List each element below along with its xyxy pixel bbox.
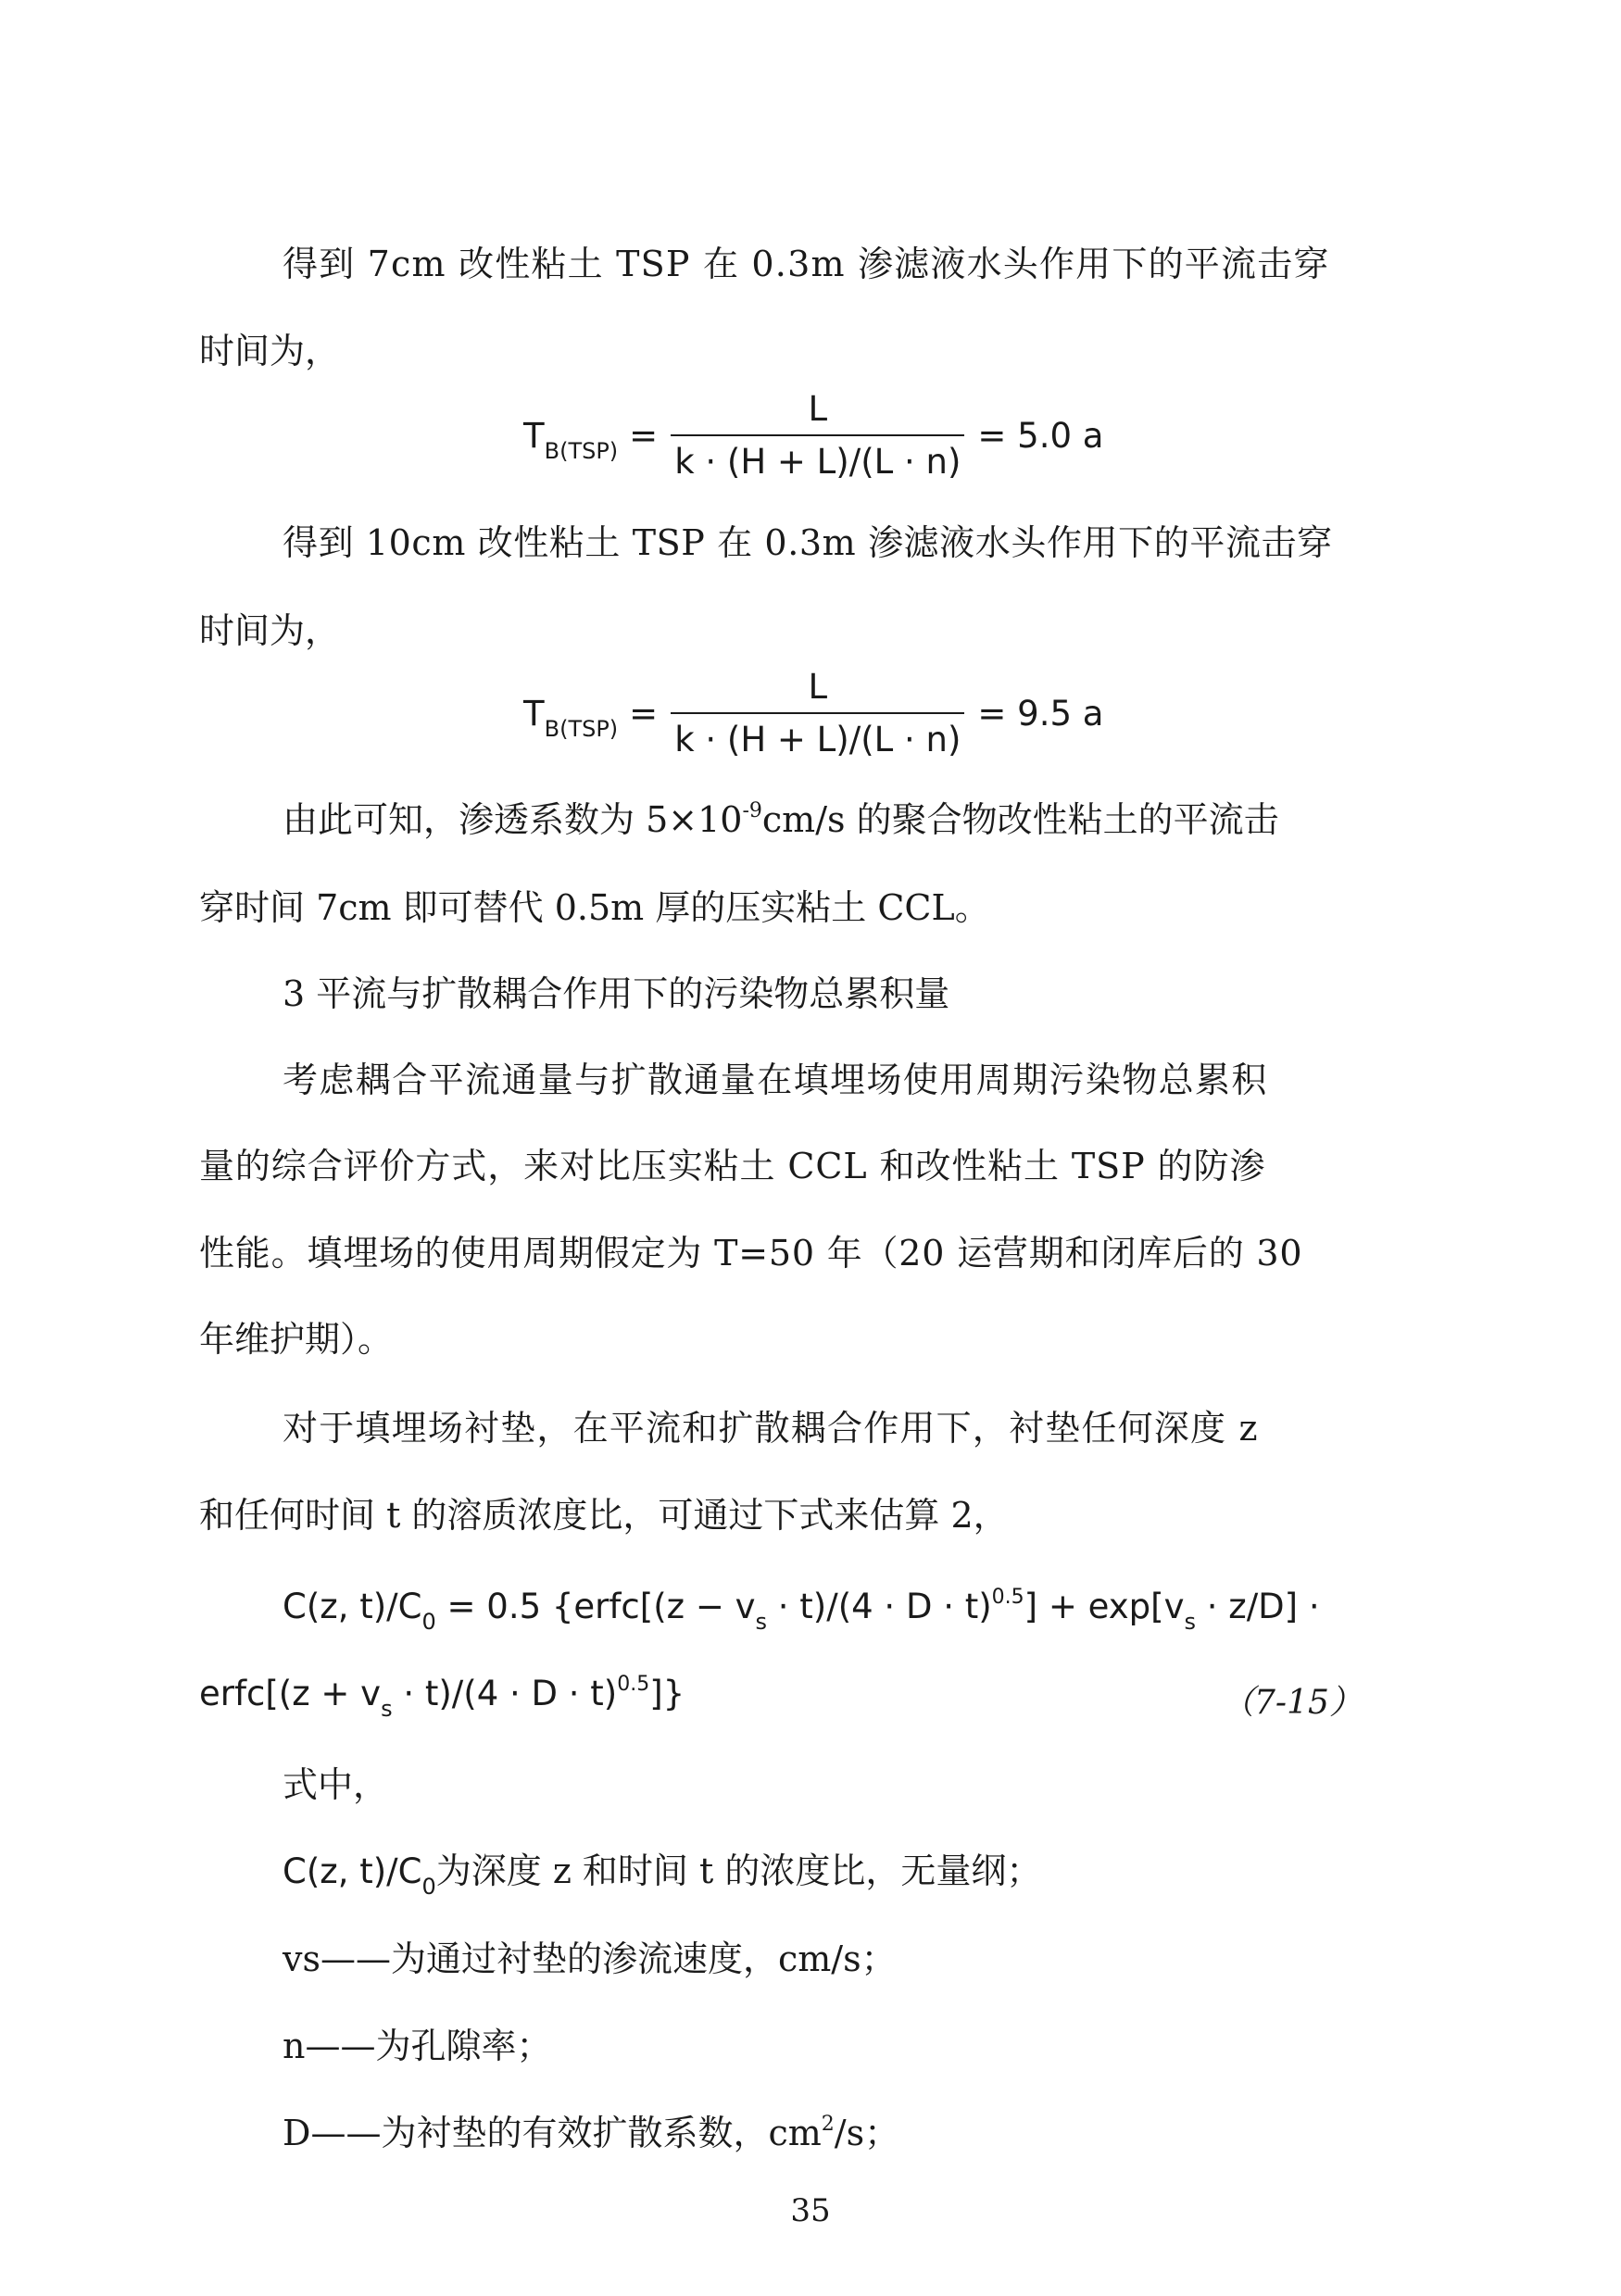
- paragraph-line: 时间为，: [199, 610, 341, 651]
- paragraph-line: 和任何时间 t 的溶质浓度比，可通过下式来估算 2，: [199, 1495, 1009, 1536]
- equation-lhs: $T_{B(TSP)}$: [523, 415, 619, 464]
- paragraph-line: 考虑耦合平流通量与扩散通量在填埋场使用周期污染物总累积: [283, 1060, 1268, 1100]
- fraction-numerator: L: [808, 389, 828, 429]
- definition-diffusion-coefficient: D——为衬垫的有效扩散系数，$cm^2/s$；: [283, 2113, 900, 2153]
- paragraph-line: 对于填埋场衬垫，在平流和扩散耦合作用下，衬垫任何深度 z: [283, 1408, 1259, 1449]
- concentration-equation-line2: erfc[(z + $v_s \cdot t)/(4 \cdot D \cdot t)^{0.5}$]}: [199, 1673, 685, 1722]
- definition-porosity: n——为孔隙率；: [283, 2026, 552, 2066]
- section-heading: 3 平流与扩散耦合作用下的污染物总累积量: [283, 973, 950, 1014]
- equation-number: （7-15）: [1221, 1684, 1363, 1722]
- breakthrough-equation-7cm: [523, 389, 1103, 482]
- paragraph-line: 量的综合评价方式，来对比压实粘土 CCL 和改性粘土 TSP 的防渗: [199, 1146, 1266, 1186]
- equals-sign: =: [629, 693, 659, 734]
- paragraph-line: 得到 7cm 改性粘土 TSP 在 0.3m 渗滤液水头作用下的平流击穿: [283, 244, 1330, 284]
- fraction: [671, 667, 964, 759]
- where-label: 式中，: [283, 1764, 389, 1805]
- equation-rhs: = 5.0 a: [977, 415, 1104, 456]
- equation-rhs: = 9.5 a: [977, 693, 1104, 734]
- equation-lhs: $T_{B(TSP)}$: [523, 693, 619, 742]
- paragraph-line: 时间为，: [199, 331, 341, 371]
- page-number: 35: [790, 2192, 831, 2229]
- breakthrough-equation-10cm: [523, 667, 1103, 759]
- definition-concentration-ratio: C(z, $t)/C_0$为深度 z 和时间 t 的浓度比，无量纲；: [283, 1851, 1042, 1900]
- fraction-denominator: k · (H + L)/(L · n): [671, 712, 964, 759]
- fraction-denominator: k · (H + L)/(L · n): [671, 434, 964, 482]
- concentration-equation-line1: C(z, $t)/C_0 = 0.5$ {erfc[(z − $v_s \cdot t)/(4 \cdot D \cdot t)^{0.5}] + \exp[v_s \cdot z/D]$ ·: [283, 1586, 1320, 1635]
- paragraph-line: 年维护期）。: [199, 1319, 394, 1360]
- paragraph-line: 得到 10cm 改性粘土 TSP 在 0.3m 渗滤液水头作用下的平流击穿: [283, 522, 1333, 563]
- paragraph-line: 穿时间 7cm 即可替代 0.5m 厚的压实粘土 CCL。: [199, 887, 990, 928]
- definition-seepage-velocity: vs——为通过衬垫的渗流速度，cm/s；: [283, 1938, 897, 1979]
- paragraph-line: 性能。填埋场的使用周期假定为 T=50 年（20 运营期和闭库后的 30: [199, 1233, 1303, 1273]
- fraction: [671, 389, 964, 482]
- equals-sign: =: [629, 415, 659, 456]
- fraction-numerator: L: [808, 667, 828, 707]
- paragraph-line: 由此可知，渗透系数为 $5\times 10^{-9}cm/s$ 的聚合物改性粘土的平流击: [283, 799, 1279, 840]
